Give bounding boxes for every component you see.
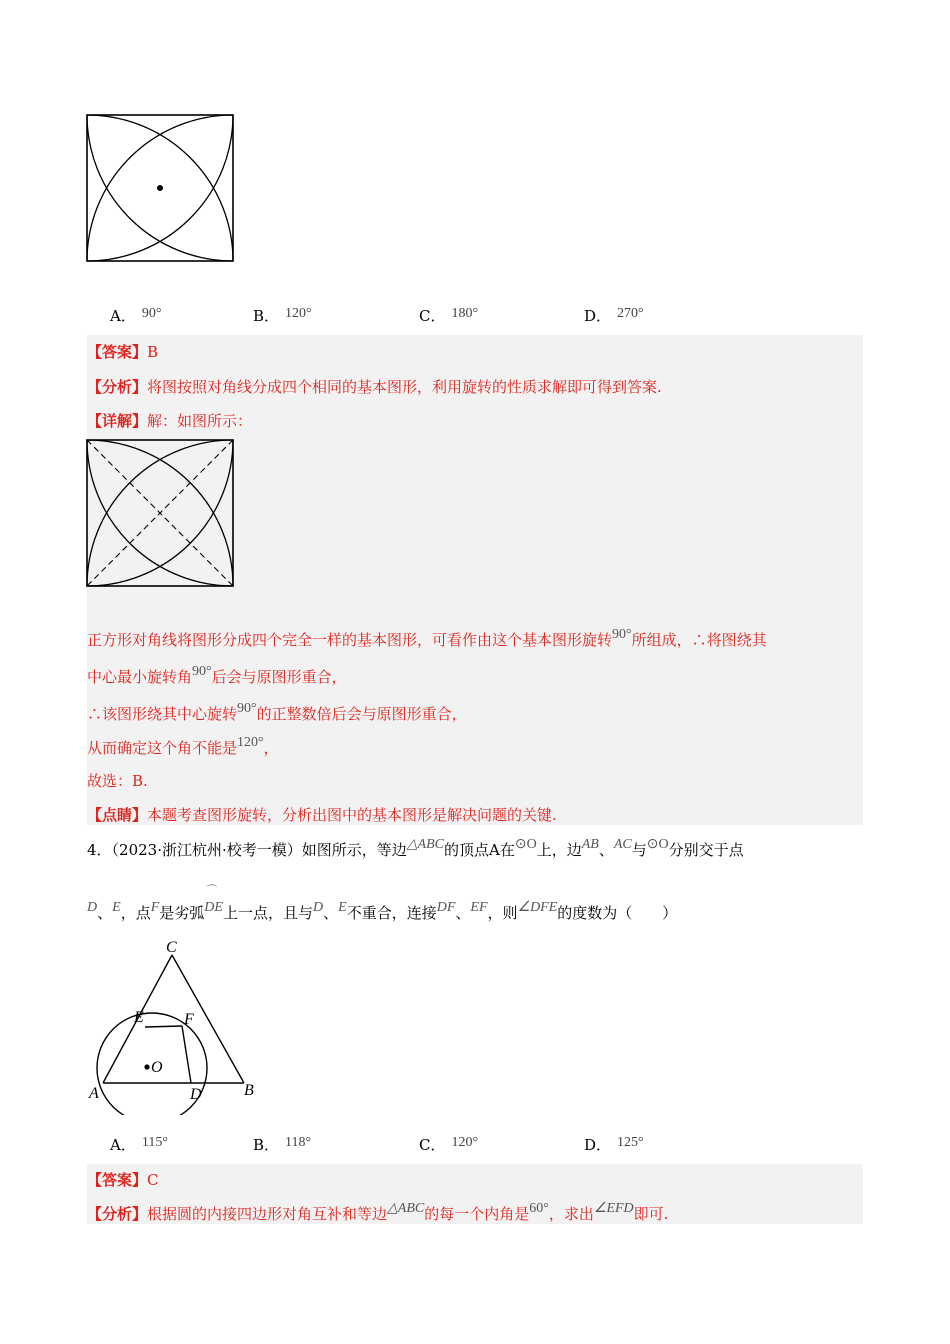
q3-option-d: D． 270° [584, 306, 644, 325]
q4-answer: 【答案】C [87, 1171, 159, 1189]
q3-option-b: B． 120° [253, 306, 312, 325]
figure-square-arcs [86, 114, 236, 264]
label-b: B [244, 1082, 254, 1099]
label-f: F [184, 1011, 194, 1028]
q3-explain-line2: 中心最小旋转角90°后会与原图形重合， [87, 664, 347, 686]
q4-option-a: A． 115° [110, 1135, 168, 1154]
figure-square-diagonals [86, 439, 236, 589]
q3-explain-line5: 故选：B. [87, 772, 148, 790]
q4-option-b: B． 118° [253, 1135, 312, 1154]
label-e: E [134, 1009, 144, 1026]
q3-explain-line3: ∴该图形绕其中心旋转90°的正整数倍后会与原图形重合， [87, 701, 467, 723]
q4-stem-line1: 4．（2023·浙江杭州·校考一模）如图所示，等边△ABC的顶点A在⊙O上，边AB、AC与⊙O分别交于点 [87, 837, 744, 859]
q3-comment: 【点睛】本题考查图形旋转，分析出图中的基本图形是解决问题的关键. [87, 806, 557, 824]
q4-analysis: 【分析】根据圆的内接四边形对角互补和等边△ABC的每一个内角是60°，求出∠EFD即可. [87, 1201, 669, 1223]
label-d: D [190, 1086, 202, 1103]
q3-answer: 【答案】B [87, 343, 159, 361]
q3-detail: 【详解】解：如图所示： [87, 412, 253, 430]
q3-option-c: C． 180° [419, 306, 479, 325]
label-a: A [89, 1085, 99, 1102]
q3-option-a: A． 90° [110, 306, 162, 325]
q3-analysis: 【分析】将图按照对角线分成四个相同的基本图形，利用旋转的性质求解即可得到答案. [87, 378, 662, 396]
label-o: O [151, 1059, 163, 1076]
figure-triangle-circle [84, 940, 274, 1115]
q3-explain-line4: 从而确定这个角不能是120°， [87, 735, 279, 757]
q4-option-d: D． 125° [584, 1135, 644, 1154]
arc-mark-icon: ⌒ [206, 884, 218, 897]
q3-explain-line1: 正方形对角线将图形分成四个完全一样的基本图形，可看作由这个基本图形旋转90°所组成，∴将图绕其 [87, 627, 767, 649]
label-c: C [166, 940, 177, 956]
q4-option-c: C． 120° [419, 1135, 479, 1154]
q4-stem-line2: D、E，点F是劣弧 ⌒ DE上一点，且与D、E不重合，连接DF、EF，则∠DFE的度数为（ ） [87, 884, 678, 922]
